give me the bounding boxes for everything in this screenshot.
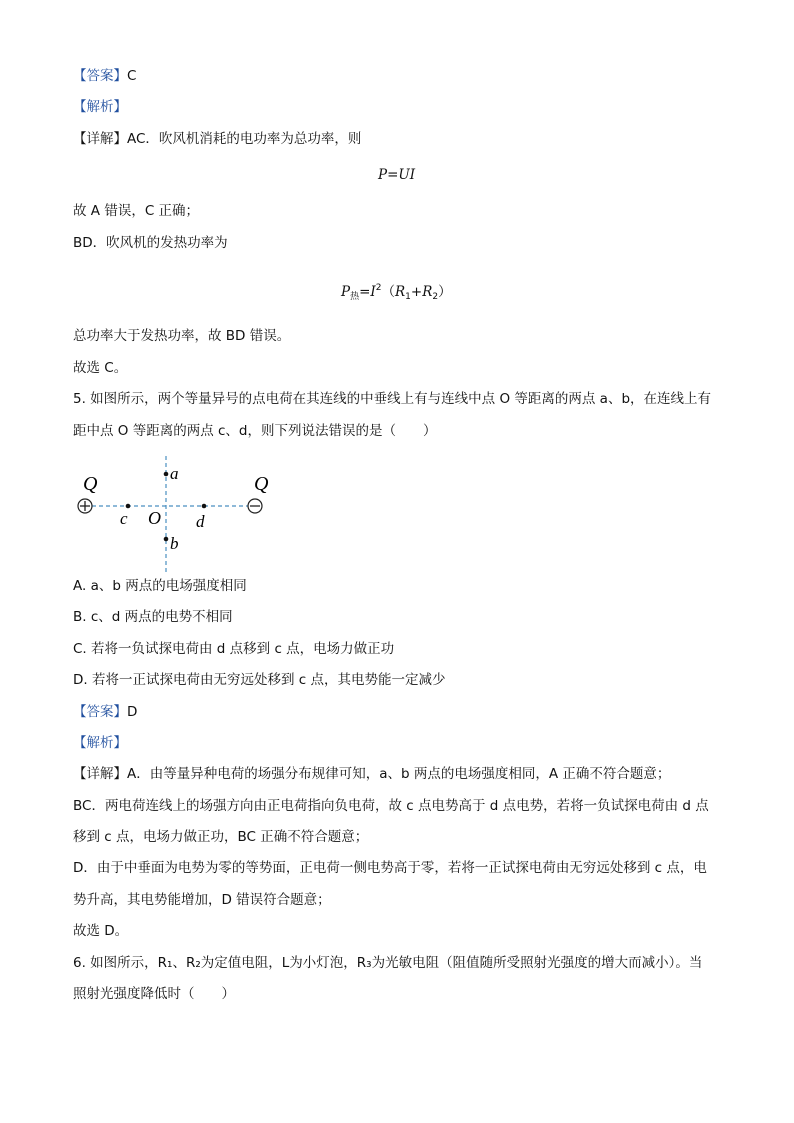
point-c — [126, 504, 131, 509]
q5-detail-4: D．由于中垂面为电势为零的等势面，正电荷一侧电势高于零，若将一正试探电荷由无穷远处移到 c 点，电 — [73, 860, 707, 876]
q4-line-2: 故 A 错误，C 正确； — [73, 203, 200, 219]
detail-tag: 【详解】 — [73, 131, 127, 147]
q5-detail-3: 移到 c 点，电场力做正功，BC 正确不符合题意； — [73, 829, 369, 845]
detail-tag: 【详解】 — [73, 766, 127, 782]
formula-heat-power: $P_热=I^2(R_1+R_2)$ — [341, 283, 452, 302]
answer-value: D — [127, 704, 138, 720]
point-b — [164, 537, 169, 542]
label-o: O — [148, 508, 161, 528]
label-c: c — [120, 509, 128, 528]
detail-text: AC．吹风机消耗的电功率为总功率，则 — [127, 131, 362, 147]
q5-stem-2: 距中点 O 等距离的两点 c、d，则下列说法错误的是（ ） — [73, 423, 437, 439]
q5-answer-line — [73, 702, 137, 722]
answer-tag: 【答案】 — [73, 68, 127, 84]
q5-detail-2: BC．两电荷连线上的场强方向由正电荷指向负电荷，故 c 点电势高于 d 点电势，若将一负试探电荷由 d 点 — [73, 798, 709, 814]
q5-stem-1: 5. 如图所示，两个等量异号的点电荷在其连线的中垂线上有与连线中点 O 等距离的两点 a、b，在连线上有 — [73, 391, 712, 407]
q4-line-4: 总功率大于发热功率，故 BD 错误。 — [73, 328, 291, 344]
label-a: a — [170, 464, 179, 483]
formula-p-ui: P=UI — [378, 167, 416, 183]
q5-detail-line — [73, 764, 670, 784]
q6-stem-1: 6. 如图所示，R₁、R₂为定值电阻，L为小灯泡，R₃为光敏电阻（阻值随所受照射光强度的增大而减小）。当 — [73, 955, 703, 971]
label-q-right: Q — [254, 473, 269, 495]
charge-diagram — [72, 452, 282, 577]
q4-line-3: BD．吹风机的发热功率为 — [73, 235, 228, 251]
answer-tag: 【答案】 — [73, 704, 127, 720]
point-d — [202, 504, 207, 509]
answer-value: C — [127, 68, 137, 84]
q5-option-d: D. 若将一正试探电荷由无穷远处移到 c 点，其电势能一定减少 — [73, 672, 446, 688]
detail-text: A．由等量异种电荷的场强分布规律可知，a、b 两点的电场强度相同，A 正确不符合题意； — [127, 766, 671, 782]
q5-final: 故选 D。 — [73, 923, 129, 939]
point-a — [164, 472, 169, 477]
q5-analysis-tag: 【解析】 — [73, 735, 127, 751]
q5-option-c: C. 若将一负试探电荷由 d 点移到 c 点，电场力做正功 — [73, 641, 395, 657]
q5-detail-5: 势升高，其电势能增加，D 错误符合题意； — [73, 892, 331, 908]
label-d: d — [196, 512, 205, 531]
q5-option-b: B. c、d 两点的电势不相同 — [73, 609, 233, 625]
q6-stem-2: 照射光强度降低时（ ） — [73, 986, 235, 1002]
label-b: b — [170, 534, 179, 553]
q4-answer-line — [73, 66, 136, 86]
q4-analysis-tag: 【解析】 — [73, 99, 127, 115]
label-q-left: Q — [83, 473, 98, 495]
q4-detail-line — [73, 129, 361, 149]
q5-option-a: A. a、b 两点的电场强度相同 — [73, 578, 247, 594]
q4-line-5: 故选 C。 — [73, 360, 128, 376]
